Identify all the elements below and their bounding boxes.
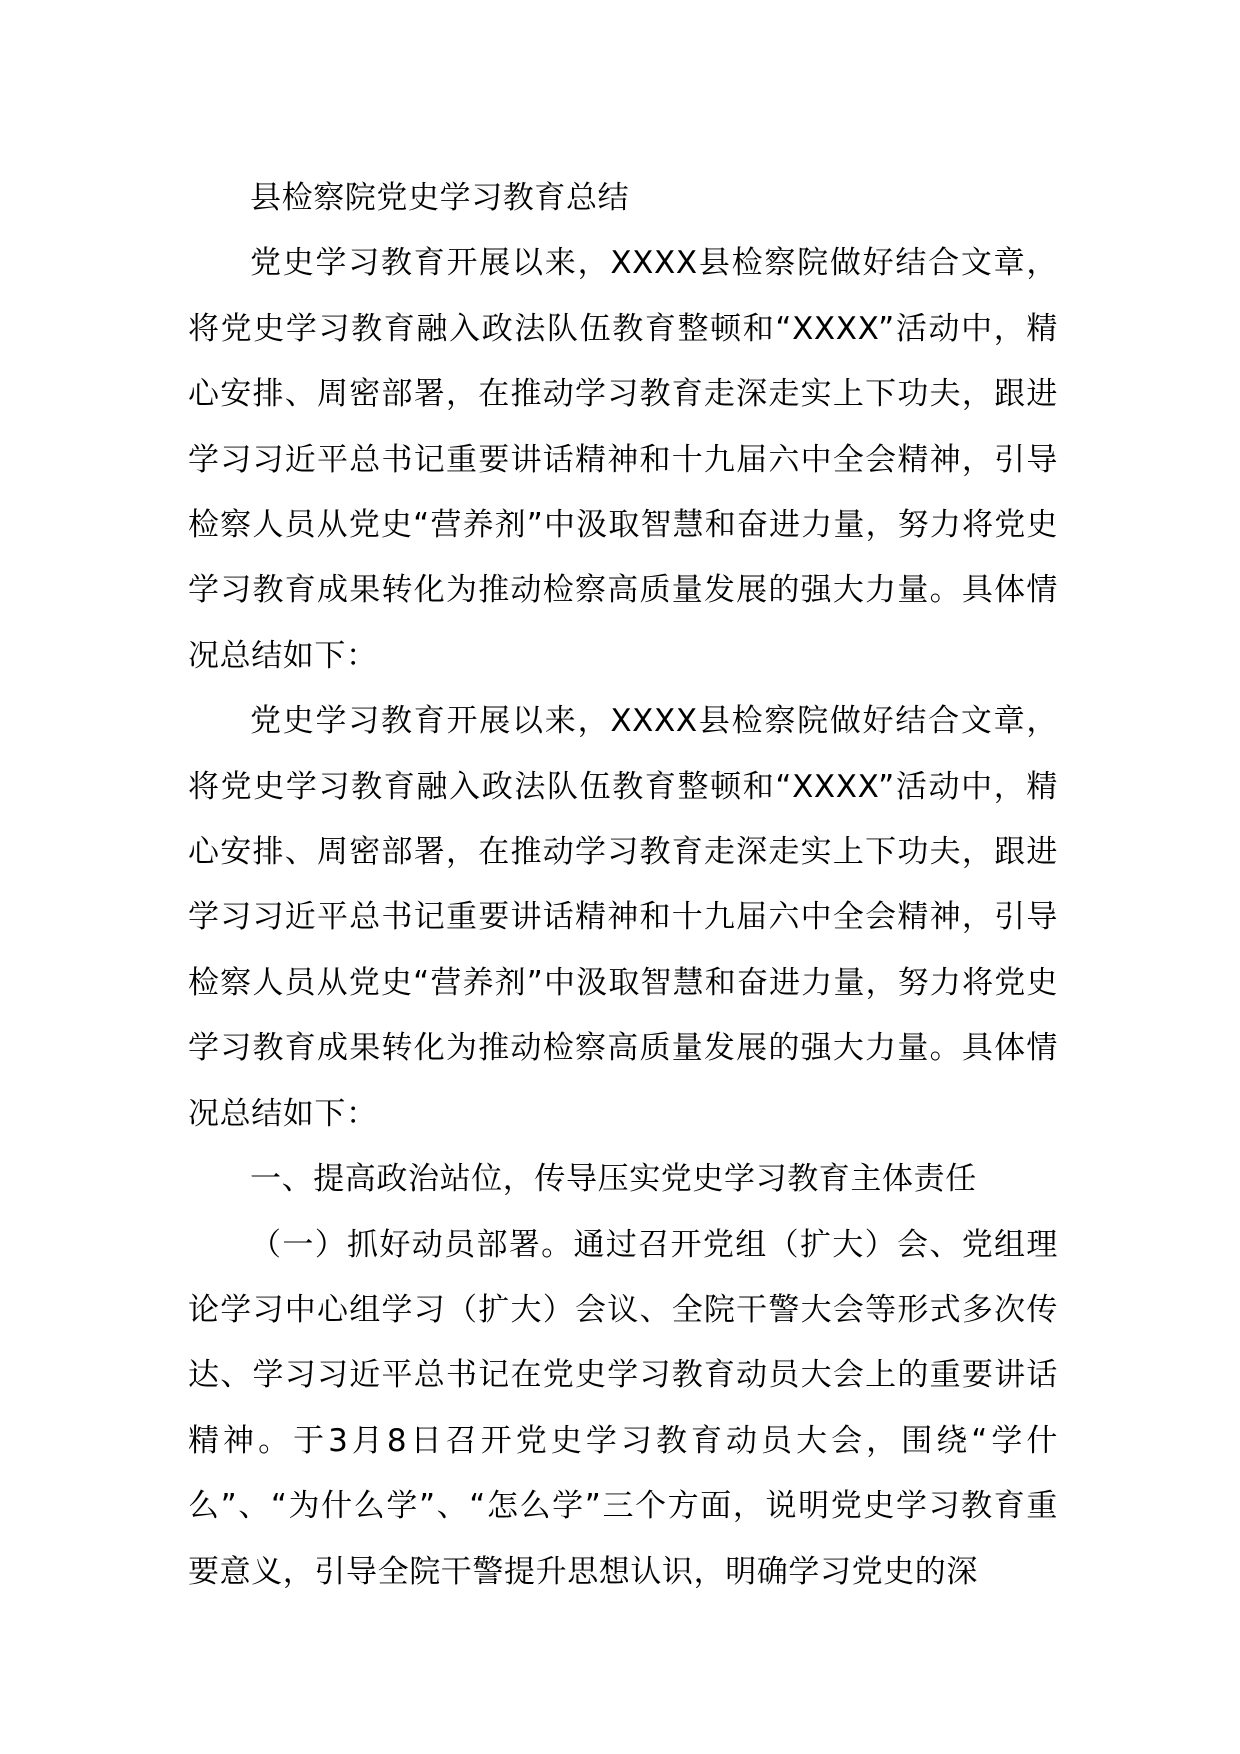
document-title: 县检察院党史学习教育总结 [250,180,630,216]
document-body [188,166,1058,1605]
paragraph-subsection-1: （一）抓好动员部署。通过召开党组（扩大）会、党组理论学习中心组学习（扩大）会议、全院干警大会等形式多次传达、学习习近平总书记在党史学习教育动员大会上的重要讲话精神。于3月8日召开党史学习教育动员大会，围绕“学什么”、“为什么学”、“怎么学”三个方面，说明党史学习教育重要意义，引导全院干警提升思想认识，明确学习党史的深 [188,1226,1058,1590]
section-heading-1: 一、提高政治站位，传导压实党史学习教育主体责任 [250,1161,977,1198]
paragraph-intro-repeat: 党史学习教育开展以来，XXXX县检察院做好结合文章，将党史学习教育融入政法队伍教育整顿和“XXXX”活动中，精心安排、周密部署，在推动学习教育走深走实上下功夫，跟进学习习近平总书记重要讲话精神和十九届六中全会精神，引导检察人员从党史“营养剂”中汲取智慧和奋进力量，努力将党史学习教育成果转化为推动检察高质量发展的强大力量。具体情况总结如下： [188,703,1058,1132]
paragraph-intro: 党史学习教育开展以来，XXXX县检察院做好结合文章，将党史学习教育融入政法队伍教育整顿和“XXXX”活动中，精心安排、周密部署，在推动学习教育走深走实上下功夫，跟进学习习近平总书记重要讲话精神和十九届六中全会精神，引导检察人员从党史“营养剂”中汲取智慧和奋进力量，努力将党史学习教育成果转化为推动检察高质量发展的强大力量。具体情况总结如下： [188,245,1058,674]
